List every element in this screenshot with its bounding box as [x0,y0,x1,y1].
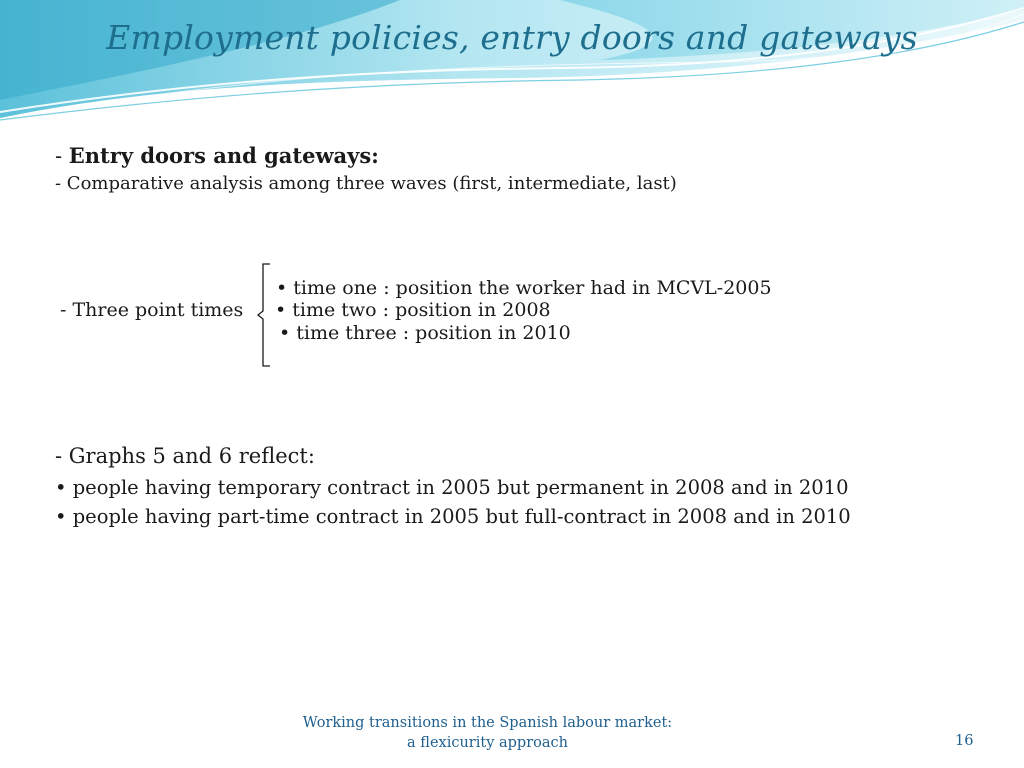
time-point-item: • time three : position in 2010 [279,322,571,344]
footer-line-2: a flexicurity approach [407,735,568,751]
heading-dash: - [55,144,69,168]
heading-bold: Entry doors and gateways: [68,143,379,168]
slide-title: Employment policies, entry doors and gateways [106,18,918,57]
three-point-times-label: - Three point times [60,299,244,321]
footer-line-1: Working transitions in the Spanish labour market: [302,715,673,731]
comparative-analysis-line: - Comparative analysis among three waves (first, intermediate, last) [55,173,677,194]
page-number: 16 [955,733,974,749]
graphs-heading: - Graphs 5 and 6 reflect: [55,444,315,468]
time-point-item: • time two : position in 2008 [275,299,551,321]
time-point-item: • time one : position the worker had in MCVL-2005 [276,277,772,299]
entry-doors-heading [55,143,379,168]
left-brace-shape [254,262,274,368]
graphs-list-item: • people having part-time contract in 2005 but full-contract in 2008 and in 2010 [55,505,851,528]
graphs-list-item: • people having temporary contract in 2005 but permanent in 2008 and in 2010 [55,476,849,499]
footer-text [300,713,675,753]
